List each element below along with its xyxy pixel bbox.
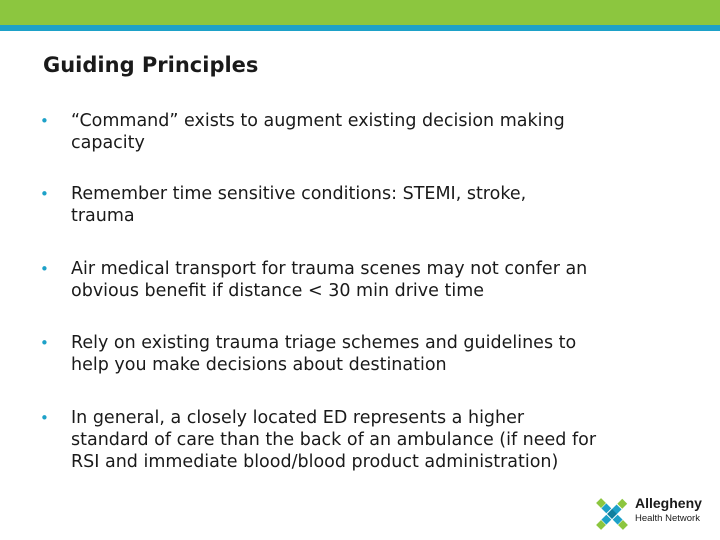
allegheny-logo: [592, 494, 712, 534]
top-accent-bar-blue: [0, 25, 720, 31]
allegheny-cross-icon: [592, 494, 632, 534]
bullet-text: In general, a closely located ED represents a higher standard of care than the back of an ambulance (if need for RSI and immediate blood/blood product administration): [71, 408, 597, 472]
logo-name: Allegheny: [635, 495, 702, 511]
bullet-marker: •: [40, 334, 49, 352]
bullet-text: “Command” exists to augment existing decision making capacity: [71, 111, 565, 153]
bullet-marker: •: [40, 112, 49, 130]
bullet-text: Remember time sensitive conditions: STEMI, stroke, trauma: [71, 184, 527, 226]
logo-subtitle: Health Network: [635, 513, 700, 524]
top-accent-bar-green: [0, 0, 720, 25]
bullet-text: Air medical transport for trauma scenes may not confer an obvious benefit if distance < 30 min drive time: [71, 259, 588, 301]
bullet-marker: •: [40, 409, 49, 427]
slide-title: Guiding Principles: [43, 53, 259, 77]
bullet-marker: •: [40, 260, 49, 278]
bullet-marker: •: [40, 185, 49, 203]
bullet-text: Rely on existing trauma triage schemes and guidelines to help you make decisions about destination: [71, 333, 577, 375]
